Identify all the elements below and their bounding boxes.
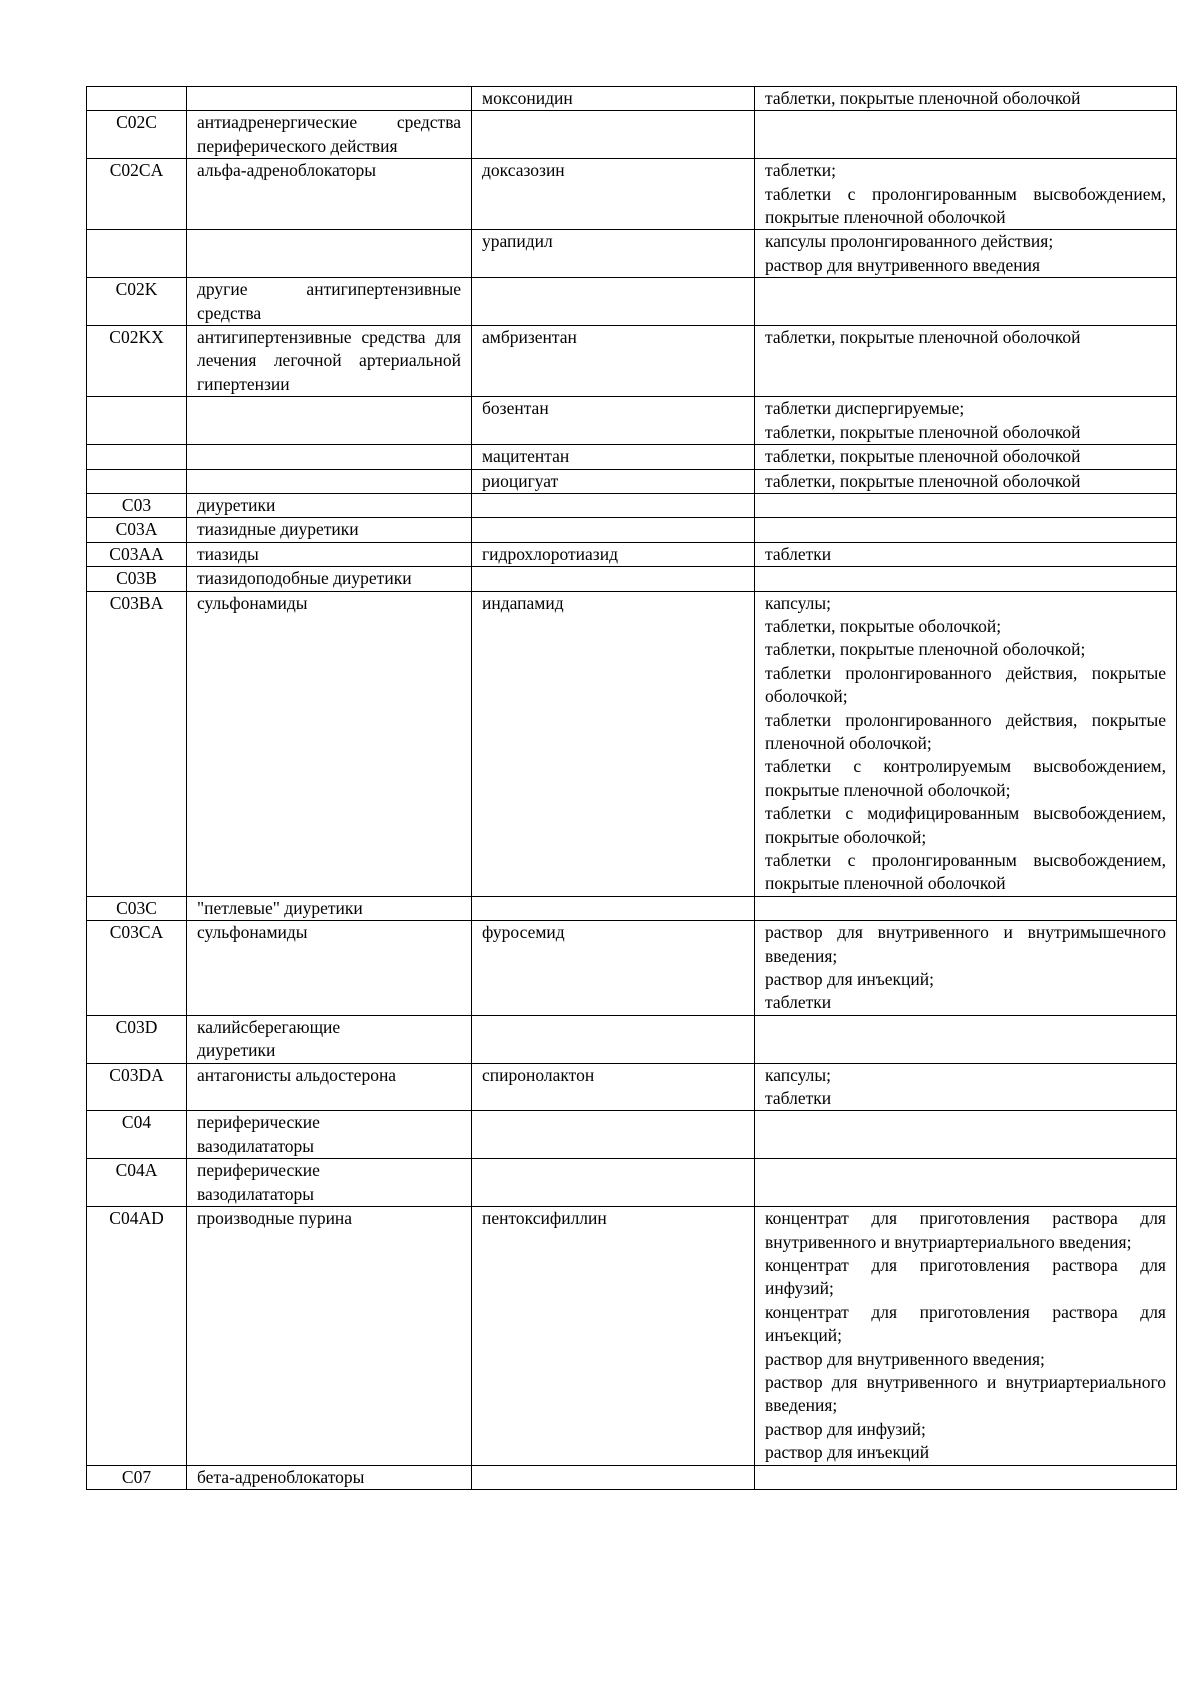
drug-name-cell xyxy=(472,1111,755,1159)
atc-code-cell: C02C xyxy=(87,111,187,159)
atc-code-cell xyxy=(87,230,187,278)
dosage-form-item: таблетки xyxy=(765,992,832,1013)
dosage-form-item: раствор для инъекций xyxy=(765,1442,930,1463)
group-text: альфа-адреноблокаторы xyxy=(197,160,377,181)
atc-code-cell: C03CA xyxy=(87,921,187,1016)
dosage-forms-cell xyxy=(755,111,1177,159)
drug-name-cell xyxy=(472,493,755,517)
dosage-form-item: таблетки с пролонгированным высвобождением, покрытые пленочной оболочкой xyxy=(765,850,1166,894)
pharmacological-group-cell xyxy=(187,591,472,896)
dosage-form-item: капсулы; xyxy=(765,592,832,613)
atc-code-cell: C02K xyxy=(87,278,187,326)
dosage-form-item: капсулы пролонгированного действия; xyxy=(765,231,1054,252)
dosage-form-item: таблетки xyxy=(765,1088,832,1109)
pharmacological-group-cell xyxy=(187,518,472,542)
table-row xyxy=(87,87,1177,111)
pharmacological-group-cell xyxy=(187,1111,472,1159)
atc-code-cell: C03 xyxy=(87,493,187,517)
atc-code-cell xyxy=(87,87,187,111)
dosage-form-item: раствор для внутривенного введения; xyxy=(765,1348,1045,1369)
atc-code-cell: C02CA xyxy=(87,159,187,230)
drug-name-cell: урапидил xyxy=(472,230,755,278)
dosage-forms-cell xyxy=(755,896,1177,920)
atc-code-cell: C03C xyxy=(87,896,187,920)
group-text: вазодилататоры xyxy=(197,1183,315,1204)
group-text: антагонисты альдостерона xyxy=(197,1064,397,1085)
pharmacological-group-cell xyxy=(187,397,472,445)
dosage-form-item: таблетки пролонгированного действия, покрытые пленочной оболочкой; xyxy=(765,709,1166,753)
pharmacological-group-cell xyxy=(187,1159,472,1207)
group-text: сульфонамиды xyxy=(197,592,308,613)
table-row xyxy=(87,469,1177,493)
atc-code-cell xyxy=(87,397,187,445)
dosage-form-item: раствор для внутривенного и внутриартериального введения; xyxy=(765,1371,1166,1416)
group-text: тиазидные диуретики xyxy=(197,519,359,540)
drug-name-cell: фуросемид xyxy=(472,921,755,1016)
dosage-forms-cell xyxy=(755,1111,1177,1159)
dosage-forms-cell xyxy=(755,469,1177,493)
drug-name-cell xyxy=(472,896,755,920)
dosage-forms-cell xyxy=(755,518,1177,542)
atc-code-cell: C02KX xyxy=(87,326,187,397)
group-text: "петлевые" диуретики xyxy=(197,897,363,918)
dosage-form-item: концентрат для приготовления раствора для внутривенного и внутриартериального введения; xyxy=(765,1208,1166,1252)
drug-name-cell xyxy=(472,278,755,326)
dosage-forms-cell xyxy=(755,921,1177,1016)
dosage-form-item: таблетки, покрытые пленочной оболочкой xyxy=(765,88,1081,108)
pharmacological-group-cell xyxy=(187,87,472,111)
pharmacological-group-cell xyxy=(187,1465,472,1489)
dosage-form-item: концентрат для приготовления раствора для инъекций; xyxy=(765,1301,1166,1346)
table-row xyxy=(87,1207,1177,1465)
dosage-forms-cell xyxy=(755,542,1177,566)
table-row xyxy=(87,518,1177,542)
drug-name-cell: бозентан xyxy=(472,397,755,445)
drug-name-cell: пентоксифиллин xyxy=(472,1207,755,1465)
pharmacological-group-cell xyxy=(187,1063,472,1111)
table-row xyxy=(87,1465,1177,1489)
dosage-form-item: таблетки, покрытые оболочкой; xyxy=(765,615,1002,636)
atc-code-cell: C03DA xyxy=(87,1063,187,1111)
table-row xyxy=(87,326,1177,397)
drug-list-table xyxy=(86,86,1177,1490)
dosage-form-item: таблетки xyxy=(765,543,832,564)
group-text: тиазиды xyxy=(197,543,259,564)
drug-name-cell xyxy=(472,111,755,159)
dosage-form-item: таблетки, покрытые пленочной оболочкой xyxy=(765,446,1081,467)
pharmacological-group-cell xyxy=(187,278,472,326)
table-row xyxy=(87,591,1177,896)
drug-name-cell xyxy=(472,1159,755,1207)
pharmacological-group-cell xyxy=(187,542,472,566)
pharmacological-group-cell xyxy=(187,230,472,278)
group-text: другие антигипертензивные средства xyxy=(197,279,461,323)
group-text: антигипертензивные средства для лечения легочной артериальной гипертензии xyxy=(197,327,461,394)
pharmacological-group-cell xyxy=(187,1207,472,1465)
drug-name-cell xyxy=(472,1015,755,1063)
pharmacological-group-cell xyxy=(187,445,472,469)
atc-code-cell: C03D xyxy=(87,1015,187,1063)
dosage-form-item: капсулы; xyxy=(765,1064,832,1085)
table-row xyxy=(87,1111,1177,1159)
table-row xyxy=(87,278,1177,326)
table-row xyxy=(87,445,1177,469)
table-row xyxy=(87,896,1177,920)
dosage-form-item: таблетки, покрытые пленочной оболочкой xyxy=(765,470,1081,491)
table-row xyxy=(87,159,1177,230)
table-row xyxy=(87,567,1177,591)
dosage-form-item: таблетки, покрытые пленочной оболочкой xyxy=(765,327,1081,348)
table-row xyxy=(87,921,1177,1016)
group-text: калийсберегающие xyxy=(197,1016,341,1037)
drug-name-cell: мацитентан xyxy=(472,445,755,469)
drug-name-cell: доксазозин xyxy=(472,159,755,230)
dosage-form-item: таблетки, покрытые пленочной оболочкой xyxy=(765,421,1081,442)
dosage-forms-cell xyxy=(755,1015,1177,1063)
atc-code-cell: C04 xyxy=(87,1111,187,1159)
drug-name-cell: амбризентан xyxy=(472,326,755,397)
dosage-forms-cell xyxy=(755,278,1177,326)
dosage-form-item: таблетки диспергируемые; xyxy=(765,398,965,419)
dosage-forms-cell xyxy=(755,87,1177,111)
atc-code-cell xyxy=(87,445,187,469)
dosage-forms-cell xyxy=(755,591,1177,896)
table-row xyxy=(87,542,1177,566)
pharmacological-group-cell xyxy=(187,921,472,1016)
dosage-forms-cell xyxy=(755,230,1177,278)
pharmacological-group-cell xyxy=(187,493,472,517)
atc-code-cell: C03A xyxy=(87,518,187,542)
pharmacological-group-cell xyxy=(187,567,472,591)
atc-code-cell: C03B xyxy=(87,567,187,591)
dosage-forms-cell xyxy=(755,159,1177,230)
dosage-form-item: раствор для инъекций; xyxy=(765,969,935,990)
dosage-form-item: таблетки с пролонгированным высвобождением, покрытые пленочной оболочкой xyxy=(765,183,1166,228)
drug-name-cell xyxy=(472,1465,755,1489)
table-row xyxy=(87,493,1177,517)
group-text: антиадренергические средства периферического действия xyxy=(197,112,461,156)
dosage-form-item: раствор для инфузий; xyxy=(765,1418,926,1439)
dosage-form-item: таблетки, покрытые пленочной оболочкой; xyxy=(765,639,1086,660)
dosage-forms-cell xyxy=(755,1465,1177,1489)
dosage-form-item: раствор для внутривенного введения xyxy=(765,254,1041,275)
dosage-form-item: концентрат для приготовления раствора для инфузий; xyxy=(765,1254,1166,1299)
drug-name-cell: индапамид xyxy=(472,591,755,896)
dosage-forms-cell xyxy=(755,493,1177,517)
dosage-form-item: таблетки пролонгированного действия, покрытые оболочкой; xyxy=(765,662,1166,707)
table-row xyxy=(87,397,1177,445)
table-row xyxy=(87,1063,1177,1111)
dosage-form-item: раствор для внутривенного и внутримышечного введения; xyxy=(765,922,1166,966)
atc-code-cell: C03BA xyxy=(87,591,187,896)
group-text: диуретики xyxy=(197,494,276,515)
group-text: диуретики xyxy=(197,1040,276,1061)
drug-name-cell: гидрохлоротиазид xyxy=(472,542,755,566)
table-row xyxy=(87,230,1177,278)
pharmacological-group-cell xyxy=(187,896,472,920)
pharmacological-group-cell xyxy=(187,326,472,397)
atc-code-cell: C07 xyxy=(87,1465,187,1489)
dosage-form-item: таблетки с контролируемым высвобождением, покрытые пленочной оболочкой; xyxy=(765,756,1166,800)
pharmacological-group-cell xyxy=(187,469,472,493)
atc-code-cell: C03AA xyxy=(87,542,187,566)
pharmacological-group-cell xyxy=(187,159,472,230)
dosage-forms-cell xyxy=(755,397,1177,445)
pharmacological-group-cell xyxy=(187,111,472,159)
pharmacological-group-cell xyxy=(187,1015,472,1063)
atc-code-cell: C04A xyxy=(87,1159,187,1207)
dosage-forms-cell xyxy=(755,1159,1177,1207)
group-text: периферические xyxy=(197,1112,320,1133)
dosage-form-item: таблетки; xyxy=(765,160,836,181)
atc-code-cell: C04AD xyxy=(87,1207,187,1465)
group-text: бета-адреноблокаторы xyxy=(197,1466,365,1487)
group-text: периферические xyxy=(197,1160,320,1181)
group-text: сульфонамиды xyxy=(197,922,308,943)
atc-code-cell xyxy=(87,469,187,493)
dosage-form-item: таблетки с модифицированным высвобождением, покрытые оболочкой; xyxy=(765,803,1166,847)
group-text: производные пурина xyxy=(197,1208,353,1229)
drug-name-cell: риоцигуат xyxy=(472,469,755,493)
table-row xyxy=(87,1015,1177,1063)
table-body xyxy=(87,87,1177,1490)
drug-name-cell: спиронолактон xyxy=(472,1063,755,1111)
dosage-forms-cell xyxy=(755,1207,1177,1465)
dosage-forms-cell xyxy=(755,1063,1177,1111)
dosage-forms-cell xyxy=(755,567,1177,591)
drug-name-cell xyxy=(472,518,755,542)
group-text: тиазидоподобные диуретики xyxy=(197,568,412,589)
drug-name-cell xyxy=(472,567,755,591)
table-row xyxy=(87,111,1177,159)
table-row xyxy=(87,1159,1177,1207)
dosage-forms-cell xyxy=(755,326,1177,397)
group-text: вазодилататоры xyxy=(197,1135,315,1156)
drug-name-cell: моксонидин xyxy=(472,87,755,111)
dosage-forms-cell xyxy=(755,445,1177,469)
